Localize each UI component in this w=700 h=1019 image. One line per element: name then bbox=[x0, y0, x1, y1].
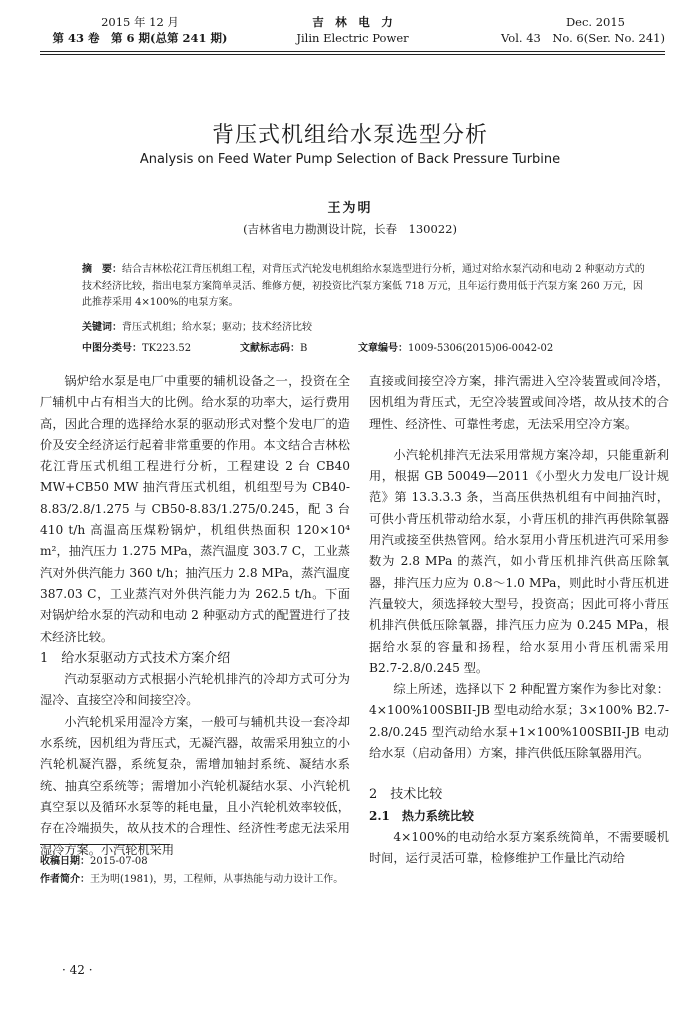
paragraph: 直接或间接空冷方案，排汽需进入空冷装置或间冷塔，因机组为背压式，无空冷装置或间冷塔，故从技术的合理性、经济性、可靠性考虑，无法采用空冷方案。 bbox=[369, 374, 669, 431]
header-rule bbox=[40, 51, 665, 52]
article-number-label: 文章编号： bbox=[358, 343, 408, 354]
abstract-text: 结合吉林松花江背压机组工程，对背压式汽轮发电机组给水泵选型进行分析，通过对给水泵汽动和电动 2 种驱动方式的技术经济比较，指出电泵方案简单灵活、维修方便，初投资比汽泵方案低 718 万元，且年运行费用低于汽泵方案 260 万元，因此推荐采用 4×100%的电泵方案。 bbox=[82, 264, 645, 308]
journal-name-cn: 吉 林 电 力 bbox=[312, 15, 393, 29]
header-issue-cn: 第 43 卷 第 6 期(总第 241 期) bbox=[52, 31, 228, 45]
paper-title: 背压式机组给水泵选型分析 bbox=[211, 123, 488, 148]
journal-name-en: Jilin Electric Power bbox=[296, 31, 409, 45]
header-rule-thin bbox=[40, 54, 665, 55]
body-column-left bbox=[40, 371, 350, 861]
paragraph: 综上所述，选择以下 2 种配置方案作为参比对象：4×100%100SBII-JB 型电动给水泵；3×100% B2.7-2.8/0.245 型汽动给水泵+1×100%100SBII-JB 电动给水泵（启动备用）方案，排汽供低压除氧器用汽。 bbox=[369, 682, 669, 761]
paper-title-en: Analysis on Feed Water Pump Selection of Back Pressure Turbine bbox=[139, 152, 561, 167]
section-heading-2: 2 技术比较 bbox=[369, 787, 443, 803]
clc-value: TK223.52 bbox=[142, 343, 192, 354]
author-bio bbox=[40, 870, 343, 885]
header-date-cn: 2015 年 12 月 bbox=[101, 15, 179, 29]
received-date bbox=[40, 852, 148, 867]
abstract bbox=[82, 262, 652, 312]
author-bio-value: 王为明(1981)，男，工程师，从事热能与动力设计工作。 bbox=[90, 874, 344, 885]
paragraph: 汽动泵驱动方式根据小汽轮机排汽的冷却方式可分为湿冷、直接空冷和间接空冷。 bbox=[40, 672, 350, 708]
doc-code-item bbox=[240, 339, 307, 354]
received-label: 收稿日期： bbox=[40, 856, 90, 867]
header-issue-en: Vol. 43 No. 6(Ser. No. 241) bbox=[501, 31, 665, 45]
doc-code-label: 文献标志码： bbox=[240, 343, 300, 354]
doc-code-value: B bbox=[300, 343, 308, 354]
clc-item bbox=[82, 343, 191, 354]
article-number-value: 1009-5306(2015)06-0042-02 bbox=[408, 343, 554, 354]
paragraph: 锅炉给水泵是电厂中重要的辅机设备之一，投资在全厂辅机中占有相当大的比例。给水泵的功率大，运行费用高，因此合理的选择给水泵的驱动形式对整个发电厂的造价及安全经济运行起着非常重要的作用。本文结合吉林松花江背压式机组工程进行分析，工程建设 2 台 CB40 MW+CB50 MW 抽汽背压式机组，机组型号为 CB40-8.83/2.8/1.275 与 CB50-8.83/1.275/0.245，配 3 台 410 t/h 高温高压煤粉锅炉，机组供热面积 120×10⁴ m²，抽汽压力 1.275 MPa，蒸汽温度 303.7 C，工业蒸汽对外供汽能力 360 t/h；抽汽压力 2.8 MPa，蒸汽温度 387.03 C，工业蒸汽对外供汽能力为 262.5 t/h。下面对锅炉给水泵的汽动和电动 2 种驱动方式的配置进行了技术经济比较。 bbox=[40, 374, 350, 644]
paragraph: 小汽轮机排汽无法采用常规方案冷却，只能重新利用，根据 GB 50049—2011《小型火力发电厂设计规范》第 13.3.3.3 条，当高压供热机组有中间抽汽时，可供小背压机带动给水泵，小背压机的排汽再供除氧器用汽或接至供热管网。给水泵用小背压机进汽可采用参数为 2.8 MPa 的蒸汽，如小背压机排汽供高压除氧器，排汽压力应为 0.8～1.0 MPa，则此时小背压机进汽量较大，须选择较大型号，投资高；因此可将小背压机排汽供低压除氧器，排汽压力应为 0.245 MPa，根据给水泵的容量和扬程，给水泵用小背压机需采用 B2.7-2.8/0.245 型。 bbox=[369, 447, 669, 675]
page-number: · 42 · bbox=[62, 963, 93, 977]
footnote-rule bbox=[40, 844, 170, 845]
paragraph: 小汽轮机采用湿冷方案，一般可与辅机共设一套冷却水系统，因机组为背压式，无凝汽器，故需采用独立的小汽轮机凝汽器，系统复杂，需增加轴封系统、凝结水系统、抽真空系统等；需增加小汽轮机凝结水泵、小汽轮机真空泵以及循环水泵等的耗电量，且小汽轮机效率较低，存在冷端损失，故从技术的合理性、经济性考虑无法采用湿冷方案。小汽轮机采用 bbox=[40, 714, 350, 857]
keywords-text: 背压式机组；给水泵；驱动；技术经济比较 bbox=[122, 322, 312, 333]
abstract-label: 摘 要： bbox=[82, 264, 122, 275]
affiliation: (吉林省电力勘测设计院，长春 130022) bbox=[243, 222, 457, 236]
classification-line bbox=[82, 339, 652, 354]
author-name: 王为明 bbox=[327, 201, 373, 216]
body-column-right bbox=[369, 371, 669, 870]
section-heading-1: 1 给水泵驱动方式技术方案介绍 bbox=[40, 650, 231, 666]
article-number-item bbox=[358, 339, 553, 354]
keywords-label: 关键词： bbox=[82, 322, 122, 333]
header-date-en: Dec. 2015 bbox=[565, 15, 625, 29]
received-value: 2015-07-08 bbox=[90, 856, 148, 867]
subsection-heading-2-1: 2.1 热力系统比较 bbox=[369, 808, 474, 823]
author-bio-label: 作者简介： bbox=[40, 874, 90, 885]
keywords bbox=[82, 318, 652, 333]
paragraph: 4×100%的电动给水泵方案系统简单，不需要暖机时间，运行灵活可靠，检修维护工作量比汽动给 bbox=[369, 829, 669, 866]
clc-label: 中图分类号： bbox=[82, 343, 142, 354]
